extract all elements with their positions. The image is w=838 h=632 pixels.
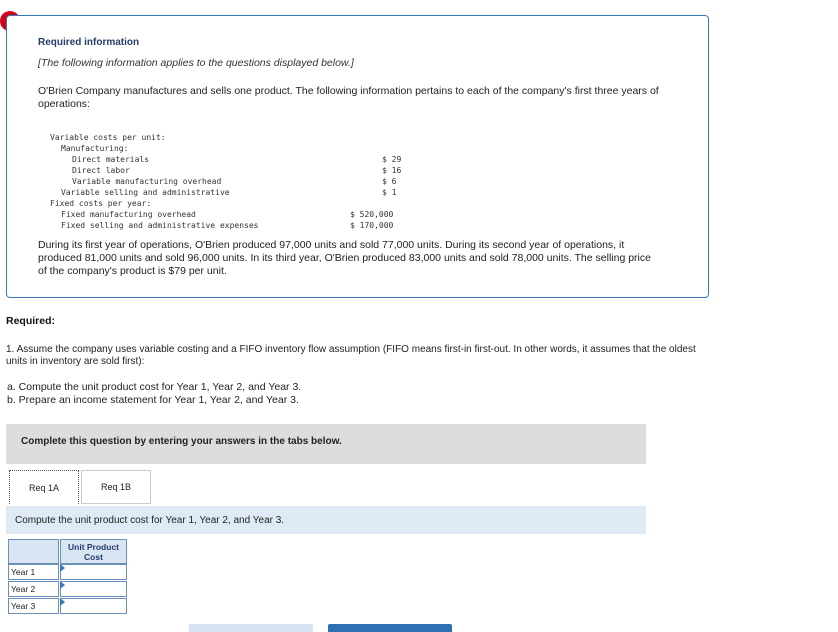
production-paragraph: During its first year of operations, O'Brien produced 97,000 units and sold 77,000 units. During its second year of operations, it produced 81,000 units and sold 96,000 units. In its third year, O'Brien produced 83,000 units and sold 78,000 units. The selling price of the company's product is $79 per unit. [38, 239, 651, 277]
year-3-cost-input[interactable] [61, 602, 126, 616]
cost-row-amount: $ 1 [382, 188, 397, 197]
required-part-a: a. Compute the unit product cost for Year 1, Year 2, and Year 3. [7, 381, 302, 393]
year-3-cost-cell[interactable] [60, 598, 127, 614]
info-intro: O'Brien Company manufactures and sells one product. The following information pertains to each of the company's first three years of operations: [38, 85, 659, 110]
cost-row-label: Variable manufacturing overhead [72, 177, 222, 186]
row-label-year-3: Year 3 [8, 598, 59, 614]
cost-row-label: Direct materials [72, 155, 150, 164]
tab-req-1b[interactable]: Req 1B [81, 470, 151, 504]
info-note: [The following information applies to the questions displayed below.] [38, 57, 354, 69]
year-1-cost-input[interactable] [61, 568, 126, 582]
required-heading: Required: [6, 315, 56, 327]
next-button[interactable] [328, 624, 452, 632]
cost-row-label: Fixed selling and administrative expenses [61, 221, 259, 230]
cost-row-label: Variable costs per unit: [50, 133, 166, 142]
year-1-cost-cell[interactable] [60, 564, 127, 580]
year-2-cost-cell[interactable] [60, 581, 127, 597]
year-2-cost-input[interactable] [61, 585, 126, 599]
panel-instruction-text: Compute the unit product cost for Year 1, Year 2, and Year 3. [15, 515, 285, 526]
previous-button[interactable] [189, 624, 313, 632]
row-label-year-1: Year 1 [8, 564, 59, 580]
input-marker-icon [60, 598, 65, 606]
table-header-blank [8, 539, 59, 564]
required-information-box [6, 15, 709, 298]
cost-row-label: Fixed costs per year: [50, 199, 152, 208]
column-header-unit-product-cost: Unit Product Cost [60, 539, 127, 564]
cost-row-label: Fixed manufacturing overhead [61, 210, 196, 219]
cost-row-amount: $ 520,000 [350, 210, 394, 219]
instruction-bar [6, 424, 646, 464]
cost-row-amount: $ 170,000 [350, 221, 394, 230]
row-label-year-2: Year 2 [8, 581, 59, 597]
cost-row-label: Direct labor [72, 166, 130, 175]
cost-row-amount: $ 29 [382, 155, 402, 164]
cost-row-label: Variable selling and administrative [61, 188, 230, 197]
required-text: 1. Assume the company uses variable costing and a FIFO inventory flow assumption (FIFO means first-in first-out. In other words, it assumes that the oldest units in inventory are sold first): [6, 344, 696, 367]
input-marker-icon [60, 581, 65, 589]
tab-req-1a[interactable]: Req 1A [9, 470, 79, 504]
required-part-b: b. Prepare an income statement for Year 1, Year 2, and Year 3. [7, 394, 299, 406]
cost-row-amount: $ 16 [382, 166, 402, 175]
input-marker-icon [60, 564, 65, 572]
info-heading: Required information [38, 37, 140, 48]
cost-row-label: Manufacturing: [61, 144, 129, 153]
tab-panel-instruction [6, 506, 646, 534]
instruction-text: Complete this question by entering your answers in the tabs below. [21, 436, 342, 447]
cost-row-amount: $ 6 [382, 177, 397, 186]
